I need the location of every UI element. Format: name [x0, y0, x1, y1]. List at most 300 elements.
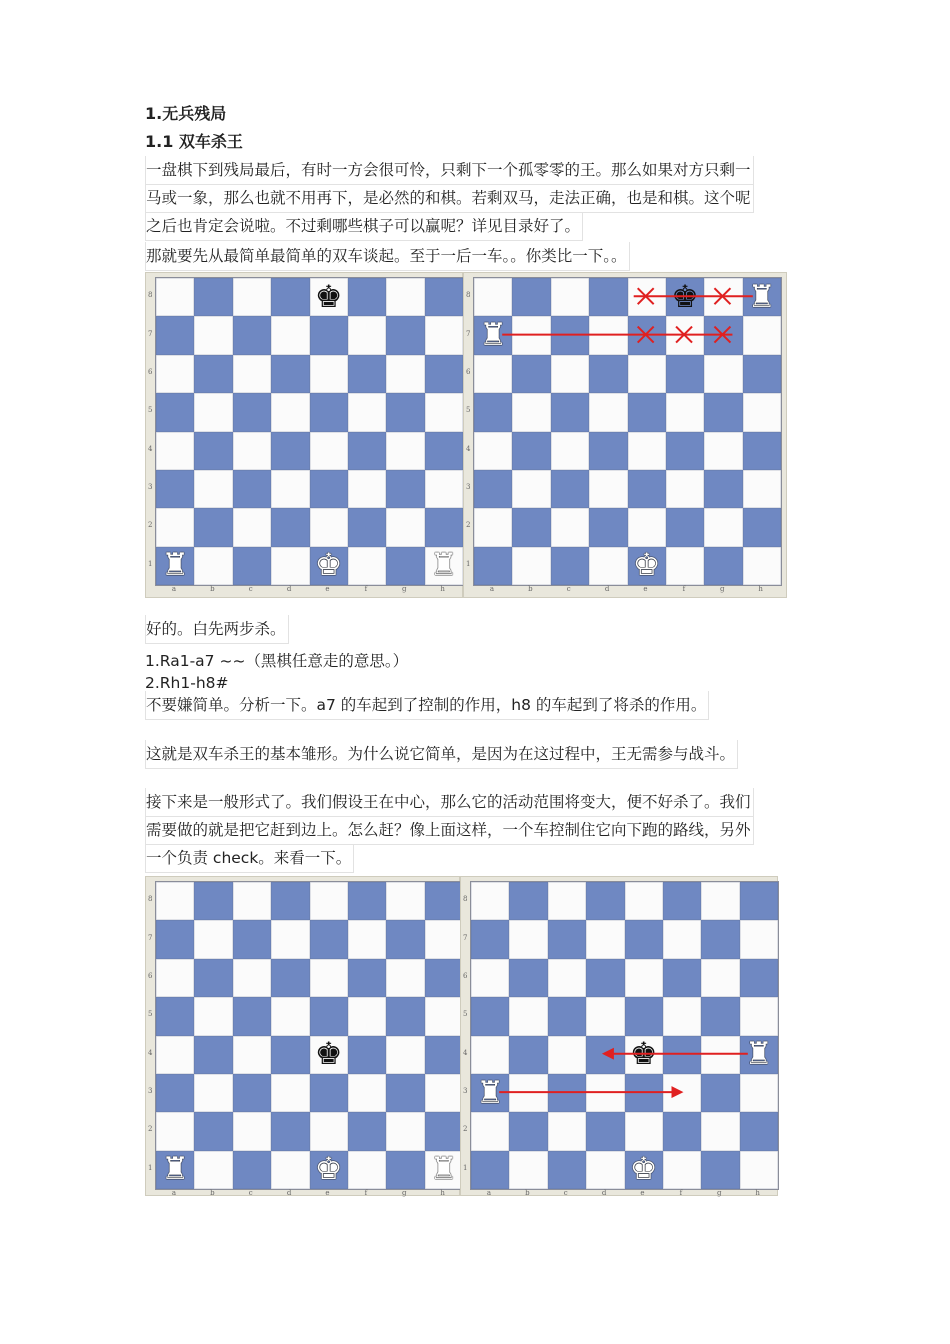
black-king-icon: ♚ — [314, 278, 343, 315]
square-d6 — [271, 959, 309, 997]
square-c2 — [233, 508, 271, 546]
square-g2 — [386, 508, 424, 546]
file-label: g — [717, 1189, 722, 1197]
square-f3 — [348, 1074, 386, 1112]
move-2: 2.Rh1-h8# — [145, 674, 229, 692]
square-h7 — [425, 316, 463, 354]
square-b5 — [509, 997, 547, 1035]
square-d7 — [589, 316, 627, 354]
square-h2 — [740, 1112, 778, 1150]
rank-label: 1 — [466, 559, 471, 568]
square-e2 — [625, 1112, 663, 1150]
square-f6 — [348, 959, 386, 997]
square-c1 — [233, 1151, 271, 1189]
file-label: h — [440, 585, 445, 593]
square-a2 — [471, 1112, 509, 1150]
rank-label: 7 — [466, 329, 471, 338]
square-b6 — [509, 959, 547, 997]
square-h6 — [425, 355, 463, 393]
square-a5 — [156, 393, 194, 431]
black-king-icon: ♚ — [629, 1036, 658, 1073]
square-d3 — [271, 470, 309, 508]
square-e3 — [628, 470, 666, 508]
square-e7 — [310, 316, 348, 354]
square-h2 — [425, 1112, 463, 1150]
rank-label: 2 — [463, 1125, 468, 1134]
square-a3 — [156, 1074, 194, 1112]
square-g2 — [701, 1112, 739, 1150]
square-d5 — [589, 393, 627, 431]
square-d4 — [271, 1036, 309, 1074]
square-a5 — [156, 997, 194, 1035]
file-label: e — [325, 1189, 330, 1197]
square-b5 — [194, 393, 232, 431]
square-e8 — [628, 278, 666, 316]
file-label: b — [210, 1189, 215, 1197]
file-label: b — [525, 1189, 530, 1197]
square-c4 — [233, 1036, 271, 1074]
square-e8 — [625, 882, 663, 920]
white-to-mate-text: 好的。白先两步杀。 — [145, 615, 289, 644]
square-b4 — [512, 432, 550, 470]
square-h1 — [425, 547, 463, 585]
board-grid — [155, 277, 464, 586]
white-rook-icon: ♜ — [429, 547, 458, 584]
rank-label: 5 — [466, 406, 471, 415]
square-d7 — [586, 920, 624, 958]
file-label: g — [720, 585, 725, 593]
intro-line-1: 一盘棋下到残局最后，有时一方会很可怜，只剩下一个孤零零的王。那么如果对方只剩一 — [145, 156, 754, 185]
square-e6 — [625, 959, 663, 997]
square-h5 — [740, 997, 778, 1035]
square-h7 — [743, 316, 781, 354]
board-grid — [470, 881, 779, 1190]
square-e3 — [310, 470, 348, 508]
square-d4 — [271, 432, 309, 470]
rank-label: 5 — [148, 1010, 153, 1019]
black-king-icon: ♚ — [314, 1036, 343, 1073]
square-b8 — [194, 882, 232, 920]
square-e3 — [310, 1074, 348, 1112]
rank-label: 2 — [466, 521, 471, 530]
square-e1 — [310, 547, 348, 585]
board-grid — [473, 277, 782, 586]
square-d5 — [586, 997, 624, 1035]
rank-label: 4 — [148, 444, 153, 453]
square-c2 — [233, 1112, 271, 1150]
square-g3 — [386, 470, 424, 508]
file-label: d — [286, 1189, 292, 1197]
general-line-1: 接下来是一般形式了。我们假设王在中心，那么它的活动范围将变大，便不好杀了。我们 — [145, 788, 754, 817]
square-g6 — [704, 355, 742, 393]
square-b1 — [194, 1151, 232, 1189]
square-c7 — [548, 920, 586, 958]
intro-line-3: 之后也肯定会说啦。不过剩哪些棋子可以赢呢？详见目录好了。 — [145, 212, 583, 241]
square-a7 — [474, 316, 512, 354]
square-c3 — [548, 1074, 586, 1112]
basic-pattern-text: 这就是双车杀王的基本雏形。为什么说它简单，是因为在这过程中，王无需参与战斗。 — [145, 740, 738, 769]
square-h8 — [740, 882, 778, 920]
square-a6 — [156, 959, 194, 997]
square-a3 — [156, 470, 194, 508]
square-a8 — [471, 882, 509, 920]
square-f8 — [348, 278, 386, 316]
square-c5 — [551, 393, 589, 431]
square-c1 — [548, 1151, 586, 1189]
square-e6 — [310, 959, 348, 997]
square-h3 — [740, 1074, 778, 1112]
file-label: a — [171, 585, 177, 593]
square-b3 — [509, 1074, 547, 1112]
square-g7 — [386, 316, 424, 354]
square-c6 — [233, 959, 271, 997]
square-h8 — [743, 278, 781, 316]
square-h6 — [740, 959, 778, 997]
square-g1 — [704, 547, 742, 585]
rank-label: 4 — [148, 1048, 153, 1057]
square-e4 — [310, 1036, 348, 1074]
square-g1 — [386, 547, 424, 585]
square-h5 — [425, 393, 463, 431]
square-f8 — [666, 278, 704, 316]
file-label: g — [402, 1189, 407, 1197]
square-c6 — [548, 959, 586, 997]
rank-label: 7 — [148, 329, 153, 338]
square-d7 — [271, 920, 309, 958]
square-h7 — [425, 920, 463, 958]
square-b1 — [512, 547, 550, 585]
square-h3 — [743, 470, 781, 508]
square-f5 — [348, 393, 386, 431]
square-b2 — [509, 1112, 547, 1150]
square-h5 — [743, 393, 781, 431]
square-h1 — [740, 1151, 778, 1189]
square-b2 — [194, 508, 232, 546]
square-e3 — [625, 1074, 663, 1112]
square-b7 — [512, 316, 550, 354]
square-c7 — [233, 316, 271, 354]
chess-board-1 — [145, 272, 463, 598]
square-e5 — [628, 393, 666, 431]
square-f7 — [663, 920, 701, 958]
square-a1 — [156, 1151, 194, 1189]
square-c2 — [548, 1112, 586, 1150]
square-e6 — [628, 355, 666, 393]
square-d6 — [586, 959, 624, 997]
rank-label: 1 — [463, 1163, 468, 1172]
square-g8 — [386, 278, 424, 316]
square-h4 — [425, 432, 463, 470]
square-f6 — [663, 959, 701, 997]
square-b4 — [194, 1036, 232, 1074]
square-c3 — [233, 470, 271, 508]
file-label: h — [440, 1189, 445, 1197]
square-d2 — [586, 1112, 624, 1150]
square-e4 — [625, 1036, 663, 1074]
rank-label: 4 — [466, 444, 471, 453]
square-f4 — [348, 1036, 386, 1074]
square-g8 — [386, 882, 424, 920]
square-c1 — [233, 547, 271, 585]
rank-label: 3 — [148, 483, 153, 492]
rank-label: 2 — [148, 1125, 153, 1134]
square-h4 — [743, 432, 781, 470]
rank-label: 5 — [148, 406, 153, 415]
rank-label: 1 — [148, 1163, 153, 1172]
square-c8 — [551, 278, 589, 316]
square-a4 — [156, 432, 194, 470]
rank-label: 2 — [148, 521, 153, 530]
square-d2 — [271, 1112, 309, 1150]
square-d4 — [589, 432, 627, 470]
square-b3 — [194, 1074, 232, 1112]
square-f2 — [348, 508, 386, 546]
square-d6 — [271, 355, 309, 393]
square-f6 — [348, 355, 386, 393]
file-label: a — [486, 1189, 492, 1197]
square-c7 — [233, 920, 271, 958]
square-g7 — [386, 920, 424, 958]
square-e5 — [310, 393, 348, 431]
square-d1 — [271, 547, 309, 585]
square-d2 — [589, 508, 627, 546]
square-f5 — [663, 997, 701, 1035]
square-b6 — [194, 959, 232, 997]
file-label: g — [402, 585, 407, 593]
square-a3 — [471, 1074, 509, 1112]
square-f8 — [663, 882, 701, 920]
square-g1 — [701, 1151, 739, 1189]
square-a1 — [474, 547, 512, 585]
square-g3 — [701, 1074, 739, 1112]
square-g3 — [704, 470, 742, 508]
square-a5 — [471, 997, 509, 1035]
square-e5 — [625, 997, 663, 1035]
black-king-icon: ♚ — [671, 278, 699, 315]
square-a6 — [471, 959, 509, 997]
square-d3 — [589, 470, 627, 508]
square-c5 — [548, 997, 586, 1035]
file-label: f — [679, 1189, 683, 1197]
square-f4 — [348, 432, 386, 470]
square-f2 — [348, 1112, 386, 1150]
file-label: a — [489, 585, 495, 593]
square-a8 — [156, 882, 194, 920]
square-h5 — [425, 997, 463, 1035]
square-e4 — [628, 432, 666, 470]
general-line-2: 需要做的就是把它赶到边上。怎么赶？像上面这样，一个车控制住它向下跑的路线，另外 — [145, 816, 754, 845]
white-rook-icon: ♜ — [476, 1074, 505, 1111]
square-b2 — [512, 508, 550, 546]
rank-label: 8 — [466, 291, 471, 300]
square-c5 — [233, 393, 271, 431]
square-f2 — [666, 508, 704, 546]
square-g8 — [704, 278, 742, 316]
square-g6 — [386, 355, 424, 393]
square-d4 — [586, 1036, 624, 1074]
white-king-icon: ♚ — [314, 547, 343, 584]
square-b1 — [194, 547, 232, 585]
square-g3 — [386, 1074, 424, 1112]
file-label: a — [171, 1189, 177, 1197]
square-a8 — [474, 278, 512, 316]
file-label: c — [248, 585, 253, 593]
rank-label: 8 — [148, 895, 153, 904]
white-rook-icon: ♜ — [747, 278, 776, 315]
file-label: d — [286, 585, 292, 593]
square-b7 — [194, 920, 232, 958]
square-e1 — [310, 1151, 348, 1189]
square-g4 — [386, 432, 424, 470]
rank-label: 5 — [463, 1010, 468, 1019]
square-d8 — [589, 278, 627, 316]
white-rook-icon: ♜ — [479, 317, 508, 354]
square-c8 — [233, 882, 271, 920]
rank-label: 7 — [463, 933, 468, 942]
file-label: b — [528, 585, 533, 593]
square-e2 — [310, 1112, 348, 1150]
white-rook-icon: ♜ — [429, 1151, 458, 1188]
square-d8 — [586, 882, 624, 920]
chess-board-2 — [463, 272, 787, 598]
square-c8 — [548, 882, 586, 920]
white-king-icon: ♚ — [632, 547, 661, 584]
square-b3 — [194, 470, 232, 508]
general-line-3: 一个负责 check。来看一下。 — [145, 844, 354, 873]
square-c3 — [233, 1074, 271, 1112]
square-g2 — [386, 1112, 424, 1150]
file-label: b — [210, 585, 215, 593]
square-d1 — [589, 547, 627, 585]
square-f1 — [348, 1151, 386, 1189]
file-label: c — [248, 1189, 253, 1197]
square-b4 — [509, 1036, 547, 1074]
square-a7 — [156, 920, 194, 958]
square-b7 — [194, 316, 232, 354]
square-f4 — [666, 432, 704, 470]
square-h7 — [740, 920, 778, 958]
square-f3 — [666, 470, 704, 508]
square-d3 — [271, 1074, 309, 1112]
square-c7 — [551, 316, 589, 354]
rank-label: 4 — [463, 1048, 468, 1057]
square-h8 — [425, 278, 463, 316]
square-d2 — [271, 508, 309, 546]
square-h3 — [425, 470, 463, 508]
square-c6 — [551, 355, 589, 393]
square-e7 — [310, 920, 348, 958]
square-h1 — [743, 547, 781, 585]
square-c8 — [233, 278, 271, 316]
square-f7 — [348, 920, 386, 958]
square-f2 — [663, 1112, 701, 1150]
file-label: f — [364, 1189, 368, 1197]
rank-label: 3 — [463, 1087, 468, 1096]
rank-label: 3 — [466, 483, 471, 492]
square-g7 — [701, 920, 739, 958]
square-b3 — [512, 470, 550, 508]
white-rook-icon: ♜ — [744, 1036, 773, 1073]
rank-label: 6 — [148, 971, 153, 980]
file-label: c — [566, 585, 571, 593]
square-e8 — [310, 278, 348, 316]
square-d5 — [271, 393, 309, 431]
subsection-heading: 1.1 双车杀王 — [145, 132, 243, 151]
square-g1 — [386, 1151, 424, 1189]
square-d8 — [271, 882, 309, 920]
square-b4 — [194, 432, 232, 470]
file-label: c — [563, 1189, 568, 1197]
square-c1 — [551, 547, 589, 585]
square-h4 — [425, 1036, 463, 1074]
square-e4 — [310, 432, 348, 470]
board-grid — [155, 881, 464, 1190]
square-h1 — [425, 1151, 463, 1189]
square-c5 — [233, 997, 271, 1035]
square-e1 — [625, 1151, 663, 1189]
square-f7 — [348, 316, 386, 354]
intro-line-2: 马或一象，那么也就不用再下，是必然的和棋。若剩双马，走法正确，也是和棋。这个呢 — [145, 184, 754, 213]
square-b5 — [194, 997, 232, 1035]
square-b8 — [509, 882, 547, 920]
square-e1 — [628, 547, 666, 585]
square-f1 — [666, 547, 704, 585]
square-e2 — [310, 508, 348, 546]
file-label: d — [604, 585, 610, 593]
square-a6 — [156, 355, 194, 393]
square-g5 — [701, 997, 739, 1035]
square-e8 — [310, 882, 348, 920]
square-h8 — [425, 882, 463, 920]
square-a4 — [471, 1036, 509, 1074]
square-h2 — [425, 508, 463, 546]
analysis-text: 不要嫌简单。分析一下。a7 的车起到了控制的作用，h8 的车起到了将杀的作用。 — [145, 691, 709, 720]
square-c3 — [551, 470, 589, 508]
square-g7 — [704, 316, 742, 354]
file-label: e — [325, 585, 330, 593]
square-d1 — [271, 1151, 309, 1189]
square-h6 — [743, 355, 781, 393]
square-g5 — [386, 997, 424, 1035]
square-f1 — [663, 1151, 701, 1189]
square-g8 — [701, 882, 739, 920]
square-e7 — [625, 920, 663, 958]
square-f3 — [663, 1074, 701, 1112]
file-label: d — [601, 1189, 607, 1197]
square-d8 — [271, 278, 309, 316]
square-e7 — [628, 316, 666, 354]
file-label: e — [643, 585, 648, 593]
square-b7 — [509, 920, 547, 958]
square-d5 — [271, 997, 309, 1035]
square-d1 — [586, 1151, 624, 1189]
rank-label: 6 — [148, 367, 153, 376]
square-g4 — [701, 1036, 739, 1074]
file-label: h — [755, 1189, 760, 1197]
rank-label: 8 — [463, 895, 468, 904]
square-g6 — [386, 959, 424, 997]
square-b6 — [512, 355, 550, 393]
rank-label: 6 — [463, 971, 468, 980]
rank-label: 1 — [148, 559, 153, 568]
square-a2 — [474, 508, 512, 546]
rank-label: 7 — [148, 933, 153, 942]
square-g6 — [701, 959, 739, 997]
square-c4 — [548, 1036, 586, 1074]
square-f8 — [348, 882, 386, 920]
square-c4 — [233, 432, 271, 470]
square-a4 — [156, 1036, 194, 1074]
